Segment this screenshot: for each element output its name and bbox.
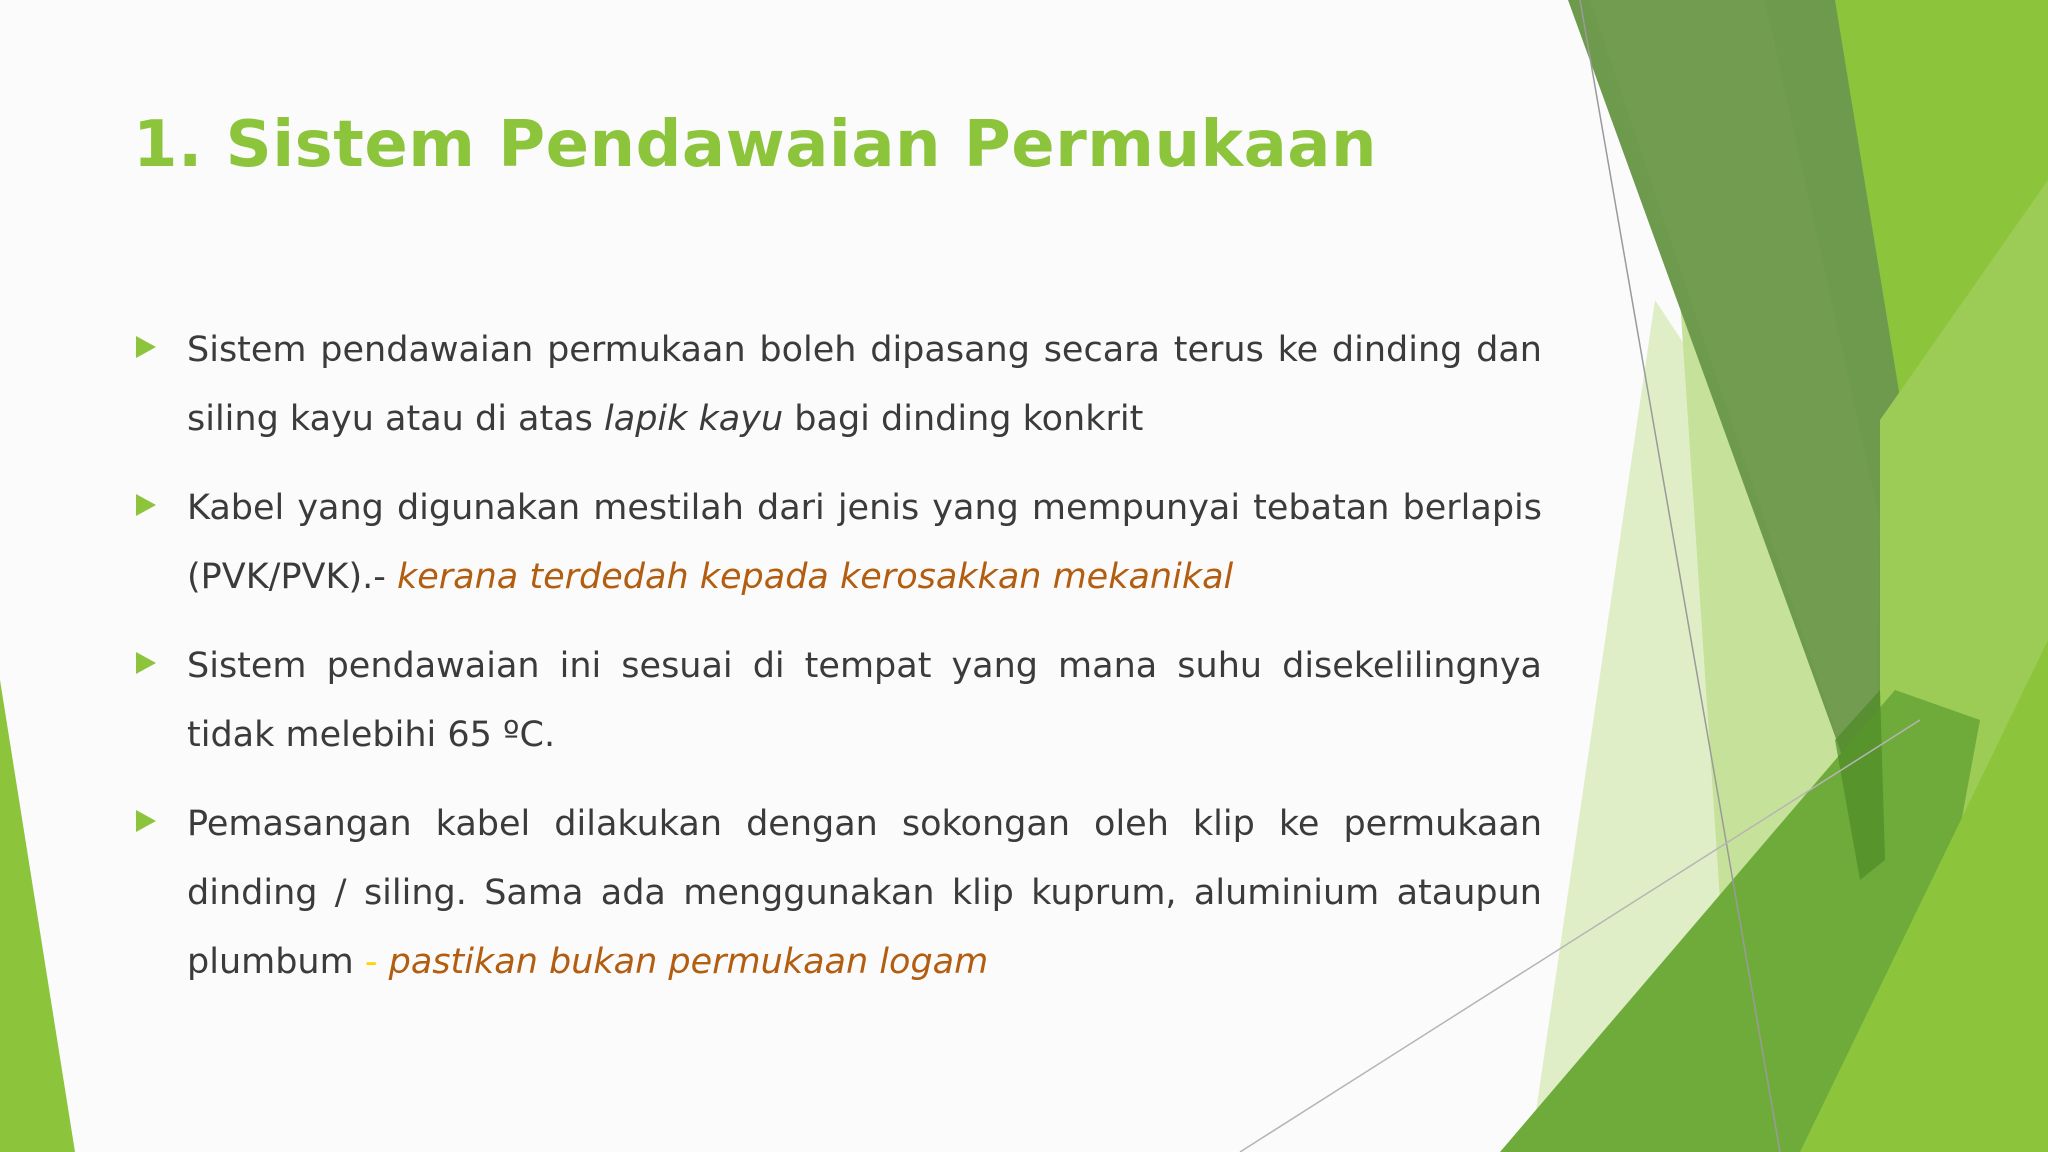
bullet-text-2	[187, 474, 1542, 612]
bullet-text-4	[187, 790, 1542, 997]
bullet-item-3	[132, 632, 1542, 770]
bullet-1-text-before: Sistem pendawaian permukaan boleh dipasang secara terus ke dinding dan siling kayu atau di atas	[187, 330, 1542, 439]
bullet-4-highlight: pastikan bukan permukaan logam	[388, 942, 989, 982]
bullet-2-text: Kabel yang digunakan mestilah dari jenis yang mempunyai tebatan berlapis (PVK/PVK).-	[187, 488, 1542, 597]
triangle-right-icon	[136, 494, 156, 516]
bullet-1-text-after: bagi dinding konkrit	[783, 399, 1144, 439]
bullet-item-4	[132, 790, 1542, 997]
bullet-text-3	[187, 632, 1542, 770]
bullet-4-text: Pemasangan kabel dilakukan dengan sokongan oleh klip ke permukaan dinding / siling. Sama ada menggunakan klip kuprum, aluminium ataupun plumbum	[187, 804, 1542, 982]
left-green-sliver	[0, 680, 75, 1152]
bullet-3-text: Sistem pendawaian ini sesuai di tempat yang mana suhu disekelilingnya tidak melebihi 65 ºC.	[187, 646, 1542, 755]
bullet-text-1	[187, 316, 1542, 454]
triangle-right-icon	[136, 652, 156, 674]
bullet-1-italic: lapik kayu	[604, 399, 784, 439]
triangle-right-icon	[136, 810, 156, 832]
triangle-right-icon	[136, 336, 156, 358]
bullet-2-highlight: kerana terdedah kepada kerosakkan mekanikal	[396, 557, 1234, 597]
bullet-item-2	[132, 474, 1542, 612]
slide-title: 1. Sistem Pendawaian Permukaan	[133, 108, 1377, 182]
bullet-item-1	[132, 316, 1542, 454]
bullet-list	[132, 316, 1542, 1017]
bullet-4-dash: -	[364, 942, 378, 982]
